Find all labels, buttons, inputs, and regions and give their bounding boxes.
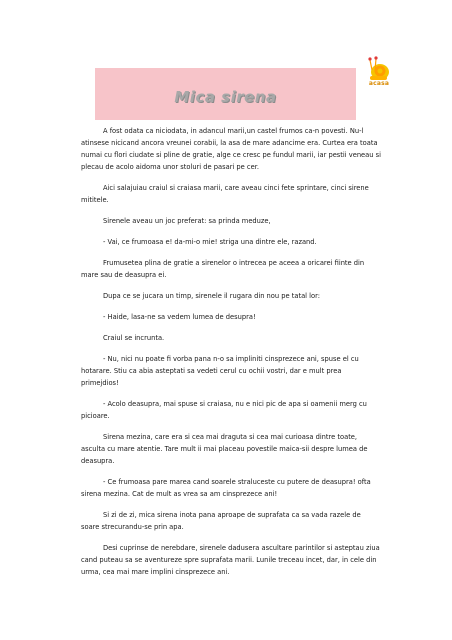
paragraph: Dupa ce se jucara un timp, sirenele il rugara din nou pe tatal lor: [103,292,320,300]
title-banner [95,68,356,120]
paragraph: - Nu, nici nu poate fi vorba pana n-o sa impliniti cinsprezece ani, spuse el cu hotarare. Stiu ca abia asteptati sa vedeti cerul cu ochii vostri, dar e mult prea primejdios! [81,355,359,387]
story-text [81,125,381,587]
paragraph: Frumusetea plina de gratie a sirenelor o intrecea pe aceea a oricarei fiinte din mare sau de deasupra ei. [81,259,365,279]
paragraph: - Haide, lasa-ne sa vedem lumea de desupra! [103,313,256,321]
paragraph: Aici salajuiau craiul si craiasa marii, care aveau cinci fete sprintare, cinci sirene mititele. [81,184,369,204]
paragraph: Si zi de zi, mica sirena inota pana aproape de suprafata ca sa vada razele de soare strecurandu-se prin apa. [81,511,361,531]
paragraph: Craiul se incrunta. [103,334,165,342]
paragraph: Sirenele aveau un joc preferat: sa prinda meduze, [103,217,271,225]
paragraph: Desi cuprinse de nerebdare, sirenele dadusera ascultare parintilor si asteptau ziua cand puteau sa se aventureze spre suprafata marii. Lunile treceau incet, dar, in cele din urma, cea mai mare implini cinsprezece ani. [81,544,380,576]
paragraph: - Acolo deasupra, mai spuse si craiasa, nu e nici pic de apa si oamenii merg cu picioare. [81,400,367,420]
logo-label: acasa [368,80,390,87]
paragraph: - Ce frumoasa pare marea cand soarele straluceste cu putere de deasupra! ofta sirena mezina. Cat de mult as vrea sa am cinsprezece ani! [81,478,371,498]
paragraph: - Vai, ce frumoasa e! da-mi-o mie! striga una dintre ele, razand. [103,238,317,246]
paragraph: Sirena mezina, care era si cea mai draguta si cea mai curioasa dintre toate, asculta cu mare atentie. Tare mult ii mai placeau povestile maica-sii despre lumea de deasupra. [81,433,368,465]
page-title: Mica sirena [174,88,277,106]
snail-logo-icon[interactable] [367,52,391,82]
paragraph: A fost odata ca niciodata, in adancul marii,un castel frumos ca-n povesti. Nu-l atinsese nicicand ancora vreunei corabii, la asa de mare adancime era. Curtea era toata numai cu flori ciudate si pline de gratie, alge ce cresc pe fundul marii, iar pestii veneau si plecau de acolo aidoma unor stoluri de pasari pe cer. [81,127,381,171]
